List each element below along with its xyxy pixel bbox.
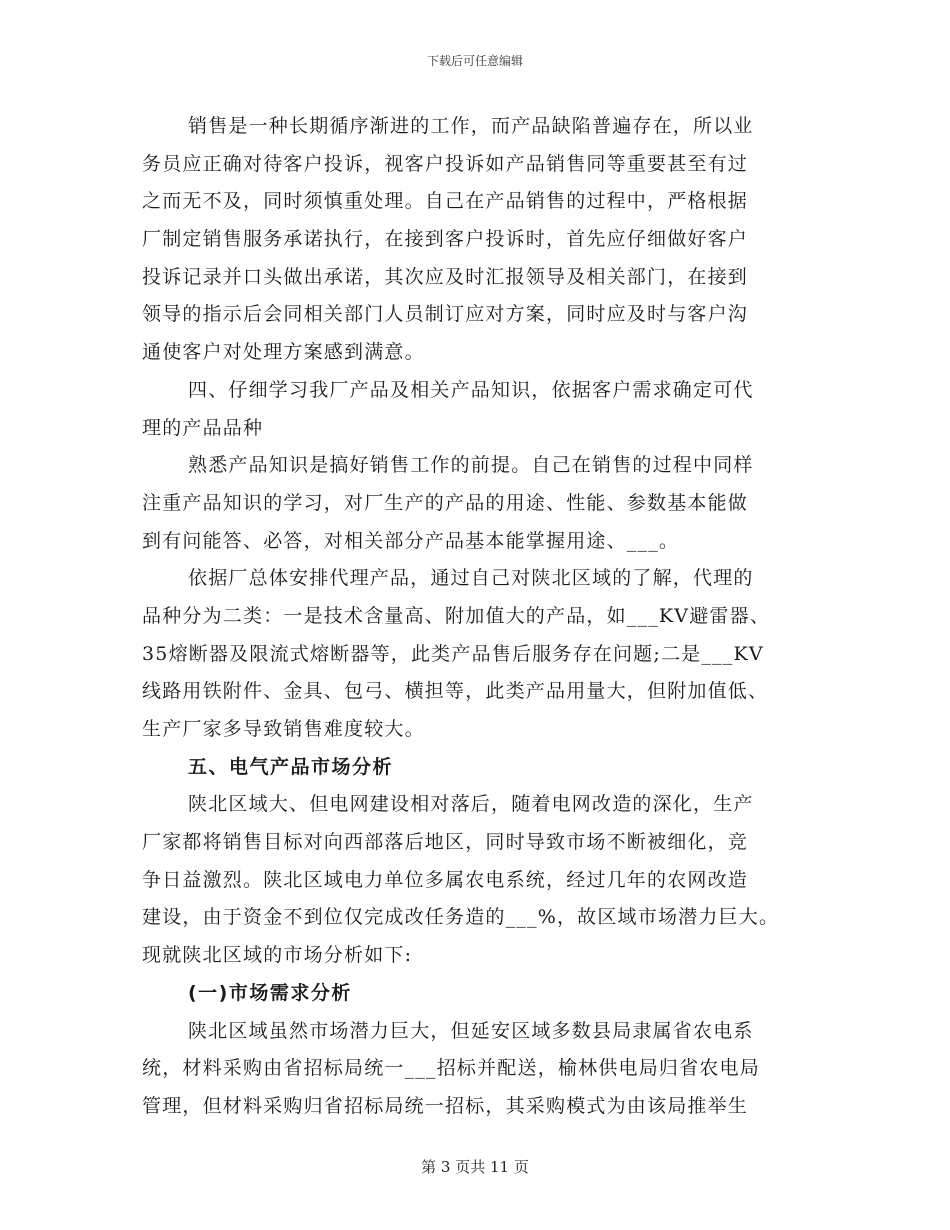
subsection-heading: (一)市场需求分析 (188, 981, 352, 1004)
paragraph-line: 35熔断器及限流式熔断器等，此类产品售后服务存在问题;二是___KV (142, 642, 764, 665)
section-heading: 五、电气产品市场分析 (188, 755, 394, 778)
paragraph-line: 陕北区域虽然市场潜力巨大，但延安区域多数县局隶属省农电系 (188, 1019, 754, 1042)
document-body (142, 108, 808, 1126)
section-heading-line: 四、仔细学习我厂产品及相关产品知识，依据客户需求确定可代 (188, 378, 754, 401)
paragraph-line: 依据厂总体安排代理产品，通过自己对陕北区域的了解，代理的 (188, 567, 754, 590)
paragraph-line: 领导的指示后会同相关部门人员制订应对方案，同时应及时与客户沟 (142, 303, 749, 326)
paragraph-line: 销售是一种长期循序渐进的工作，而产品缺陷普遍存在，所以业 (188, 115, 754, 137)
paragraph-line: 注重产品知识的学习，对厂生产的产品的用途、性能、参数基本能做 (142, 491, 749, 514)
paragraph-line: 生产厂家多导致销售难度较大。 (142, 718, 425, 740)
paragraph-line: 陕北区域大、但电网建设相对落后，随着电网改造的深化，生产 (188, 793, 754, 816)
paragraph-line: 熟悉产品知识是搞好销售工作的前提。自己在销售的过程中同样 (188, 454, 754, 477)
paragraph-line: 线路用铁附件、金具、包弓、横担等，此类产品用量大，但附加值低、 (142, 680, 769, 703)
paragraph-line: 之而无不及，同时须慎重处理。自己在产品销售的过程中，严格根据 (142, 190, 749, 213)
paragraph-line: 统，材料采购由省招标局统一___招标并配送，榆林供电局归省农电局 (142, 1057, 760, 1080)
paragraph-line: 务员应正确对待客户投诉，视客户投诉如产品销售同等重要甚至有过 (142, 152, 749, 175)
paragraph-line: 通使客户对处理方案感到满意。 (142, 341, 425, 364)
page-header: 下载后可任意编辑 (426, 54, 523, 68)
paragraph-line: 品种分为二类：一是技术含量高、附加值大的产品，如___KV避雷器、 (142, 604, 771, 627)
paragraph-line: 厂家都将销售目标对向西部落后地区，同时导致市场不断被细化，竞 (142, 831, 749, 854)
paragraph-line: 争日益激烈。陕北区域电力单位多属农电系统，经过几年的农网改造 (142, 868, 749, 891)
paragraph-line: 到有问能答、必答，对相关部分产品基本能掌握用途、___。 (142, 529, 680, 552)
section-heading-line: 理的产品品种 (142, 416, 264, 439)
paragraph-line: 现就陕北区域的市场分析如下: (142, 944, 413, 967)
paragraph-line: 厂制定销售服务承诺执行，在接到客户投诉时，首先应仔细做好客户 (142, 228, 749, 251)
paragraph-line: 投诉记录并口头做出承诺，其次应及时汇报领导及相关部门，在接到 (142, 265, 749, 288)
paragraph-line: 管理，但材料采购归省招标局统一招标，其采购模式为由该局推举生 (142, 1094, 749, 1117)
page-footer: 第 3 页共 11 页 (421, 1158, 529, 1176)
paragraph-line: 建设，由于资金不到位仅完成改任务造的___%，故区域市场潜力巨大。 (142, 906, 780, 929)
